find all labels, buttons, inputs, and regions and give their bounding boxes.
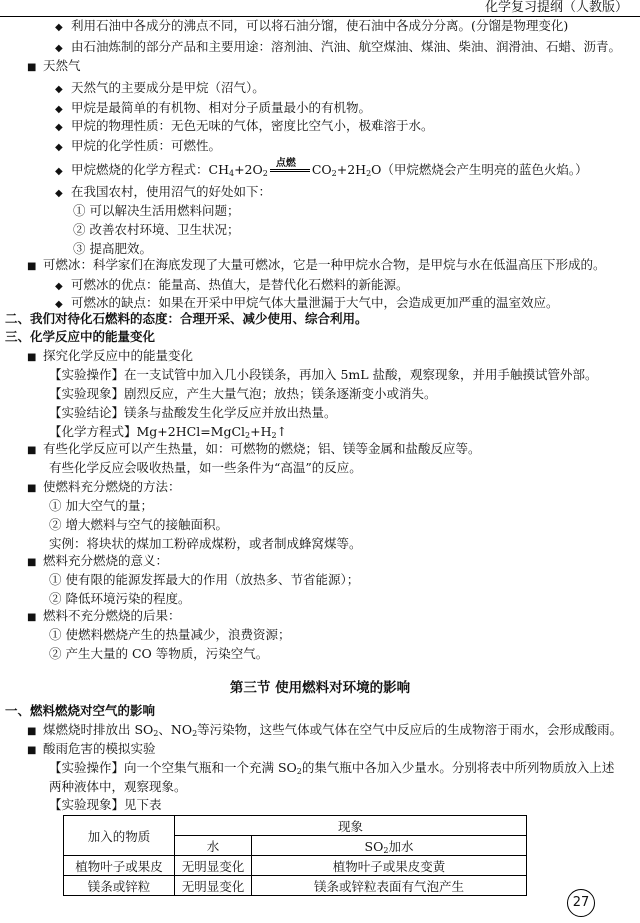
diamond-bullet-icon: ◆ [55,188,63,199]
square-bullet-icon: ■ [27,612,37,623]
square-bullet-icon: ■ [27,557,37,568]
table-row [64,876,527,896]
list-item: ■ 使燃料充分燃烧的方法： [27,478,181,495]
table-cell: 无明显变化 [175,856,252,876]
table-cell: 镁条或锌粒 [64,876,175,896]
list-item: ① 使有限的能源发挥最大的作用（放热多、节省能源）； [49,572,360,587]
list-item: 两种液体中，观察现象。 [49,779,187,794]
list-item: ■ 燃料不充分燃烧的后果： [27,607,181,624]
list-item-equation: ◆ 甲烷燃烧的化学方程式：$CH_4+2O_2$ 点燃 $CO_2+2H_2O$（甲烷燃烧会产生明亮的蓝色火焰。） [55,158,588,178]
list-item: ■ 酸雨危害的模拟实验 [27,740,156,757]
diamond-bullet-icon: ◆ [55,122,63,133]
list-item: ◆ 甲烷的物理性质：无色无味的气体，密度比空气小，极难溶于水。 [55,117,434,134]
list-item: ◆ 可燃冰的优点：能量高、热值大，是替代化石燃料的新能源。 [55,276,409,293]
table-row [64,856,527,876]
list-item: 实例：将块状的煤加工粉碎成煤粉，或者制成蜂窝煤等。 [49,536,362,551]
list-item: ② 产生大量的 CO 等物质，污染空气。 [49,646,269,661]
list-item: 【实验现象】剧烈反应，产生大量气泡；放热；镁条逐渐变小或消失。 [49,386,437,401]
list-item: ◆ 在我国农村，使用沼气的好处如下： [55,183,271,200]
list-item: ◆ 可燃冰的缺点：如果在开采中甲烷气体大量泄漏于大气中，会造成更加严重的温室效应。 [55,294,559,311]
list-item: 【实验结论】镁条与盐酸发生化学反应并放出热量。 [49,405,337,420]
diamond-bullet-icon: ◆ [55,84,63,95]
section-heading: 一、燃料燃烧对空气的影响 [5,703,156,718]
square-bullet-icon: ■ [27,483,37,494]
table-cell: 镁条或锌粒表面有气泡产生 [252,876,527,896]
list-item: ■ 探究化学反应中的能量变化 [27,347,193,364]
list-item: ◆ 由石油炼制的部分产品和主要用途：溶剂油、汽油、航空煤油、煤油、柴油、润滑油、石蜡、沥青。 [55,38,621,55]
list-item: ③ 提高肥效。 [73,241,152,256]
header-title: 化学复习提纲（人教版） [484,0,628,15]
diamond-bullet-icon: ◆ [55,22,63,33]
table-row [64,816,527,836]
diamond-bullet-icon: ◆ [55,43,63,54]
list-item: 【实验现象】见下表 [49,797,162,812]
list-item: ② 改善农村环境、卫生状况； [73,222,240,237]
table-cell: 无明显变化 [175,876,252,896]
experiment-table [63,815,527,896]
list-item: ■ 可燃冰：科学家们在海底发现了大量可燃冰，它是一种甲烷水合物，是甲烷与水在低温高压下形成的。 [27,256,606,273]
list-item: ◆ 甲烷的化学性质：可燃性。 [55,137,221,154]
square-bullet-icon: ■ [27,352,37,363]
list-item: ■ 煤燃烧时排放出 $SO_2$、$NO_2$等污染物，这些气体或气体在空气中反应后的生成物溶于雨水，会形成酸雨。 [27,722,623,738]
table-header-cell: $SO_2$加水 [252,836,527,856]
diamond-bullet-icon: ◆ [55,299,63,310]
diamond-bullet-icon: ◆ [55,104,63,115]
square-bullet-icon: ■ [27,62,37,73]
list-item: ■ 燃料充分燃烧的意义： [27,552,168,569]
square-bullet-icon: ■ [27,261,37,272]
table-cell: 植物叶子或果皮 [64,856,175,876]
diamond-bullet-icon: ◆ [55,166,63,177]
reaction-arrow: 点燃 [268,161,312,178]
list-item: ◆ 甲烷是最简单的有机物、相对分子质量最小的有机物。 [55,99,371,116]
square-bullet-icon: ■ [27,745,37,756]
table-cell: 植物叶子或果皮变黄 [252,856,527,876]
section-title: 第三节 使用燃料对环境的影响 [229,680,411,696]
list-item: 【实验操作】在一支试管中加入几小段镁条，再加入 5mL 盐酸，观察现象，并用手触摸试管外部。 [49,367,598,382]
section-heading: 二、我们对待化石燃料的态度：合理开采、减少使用、综合利用。 [5,311,368,326]
page-number: 27 [567,889,595,917]
list-item-equation: 【化学方程式】$Mg+2HCl=MgCl_2+H_2↑$ [49,424,288,440]
list-item: ② 增大燃料与空气的接触面积。 [49,517,228,532]
table-header-cell: 水 [175,836,252,856]
list-item: ① 加大空气的量； [49,498,153,513]
diamond-bullet-icon: ◆ [55,142,63,153]
table-header-cell: 加入的物质 [64,816,175,856]
table-header-cell: 现象 [175,816,527,836]
diamond-bullet-icon: ◆ [55,281,63,292]
list-item: ■ 有些化学反应可以产生热量，如：可燃物的燃烧；铝、镁等金属和盐酸反应等。 [27,440,481,457]
list-item: 【实验操作】向一个空集气瓶和一个充满 $SO_2$的集气瓶中各加入少量水。分别将表中所列物质放入上述 [49,760,615,776]
list-item: ① 可以解决生活用燃料问题； [73,203,240,218]
list-item: ◆ 天然气的主要成分是甲烷（沼气）。 [55,79,265,96]
list-item: 有些化学反应会吸收热量，如一些条件为“高温”的反应。 [49,460,362,475]
list-item: ◆ 利用石油中各成分的沸点不同，可以将石油分馏，使石油中各成分分离。(分馏是物理变化) [55,17,568,34]
list-item: ② 降低环境污染的程度。 [49,591,191,606]
list-item: ■ 天然气 [27,57,81,74]
square-bullet-icon: ■ [27,445,37,456]
section-heading: 三、化学反应中的能量变化 [5,329,156,344]
list-item: ① 使燃料燃烧产生的热量减少，浪费资源； [49,627,291,642]
square-bullet-icon: ■ [27,726,37,737]
